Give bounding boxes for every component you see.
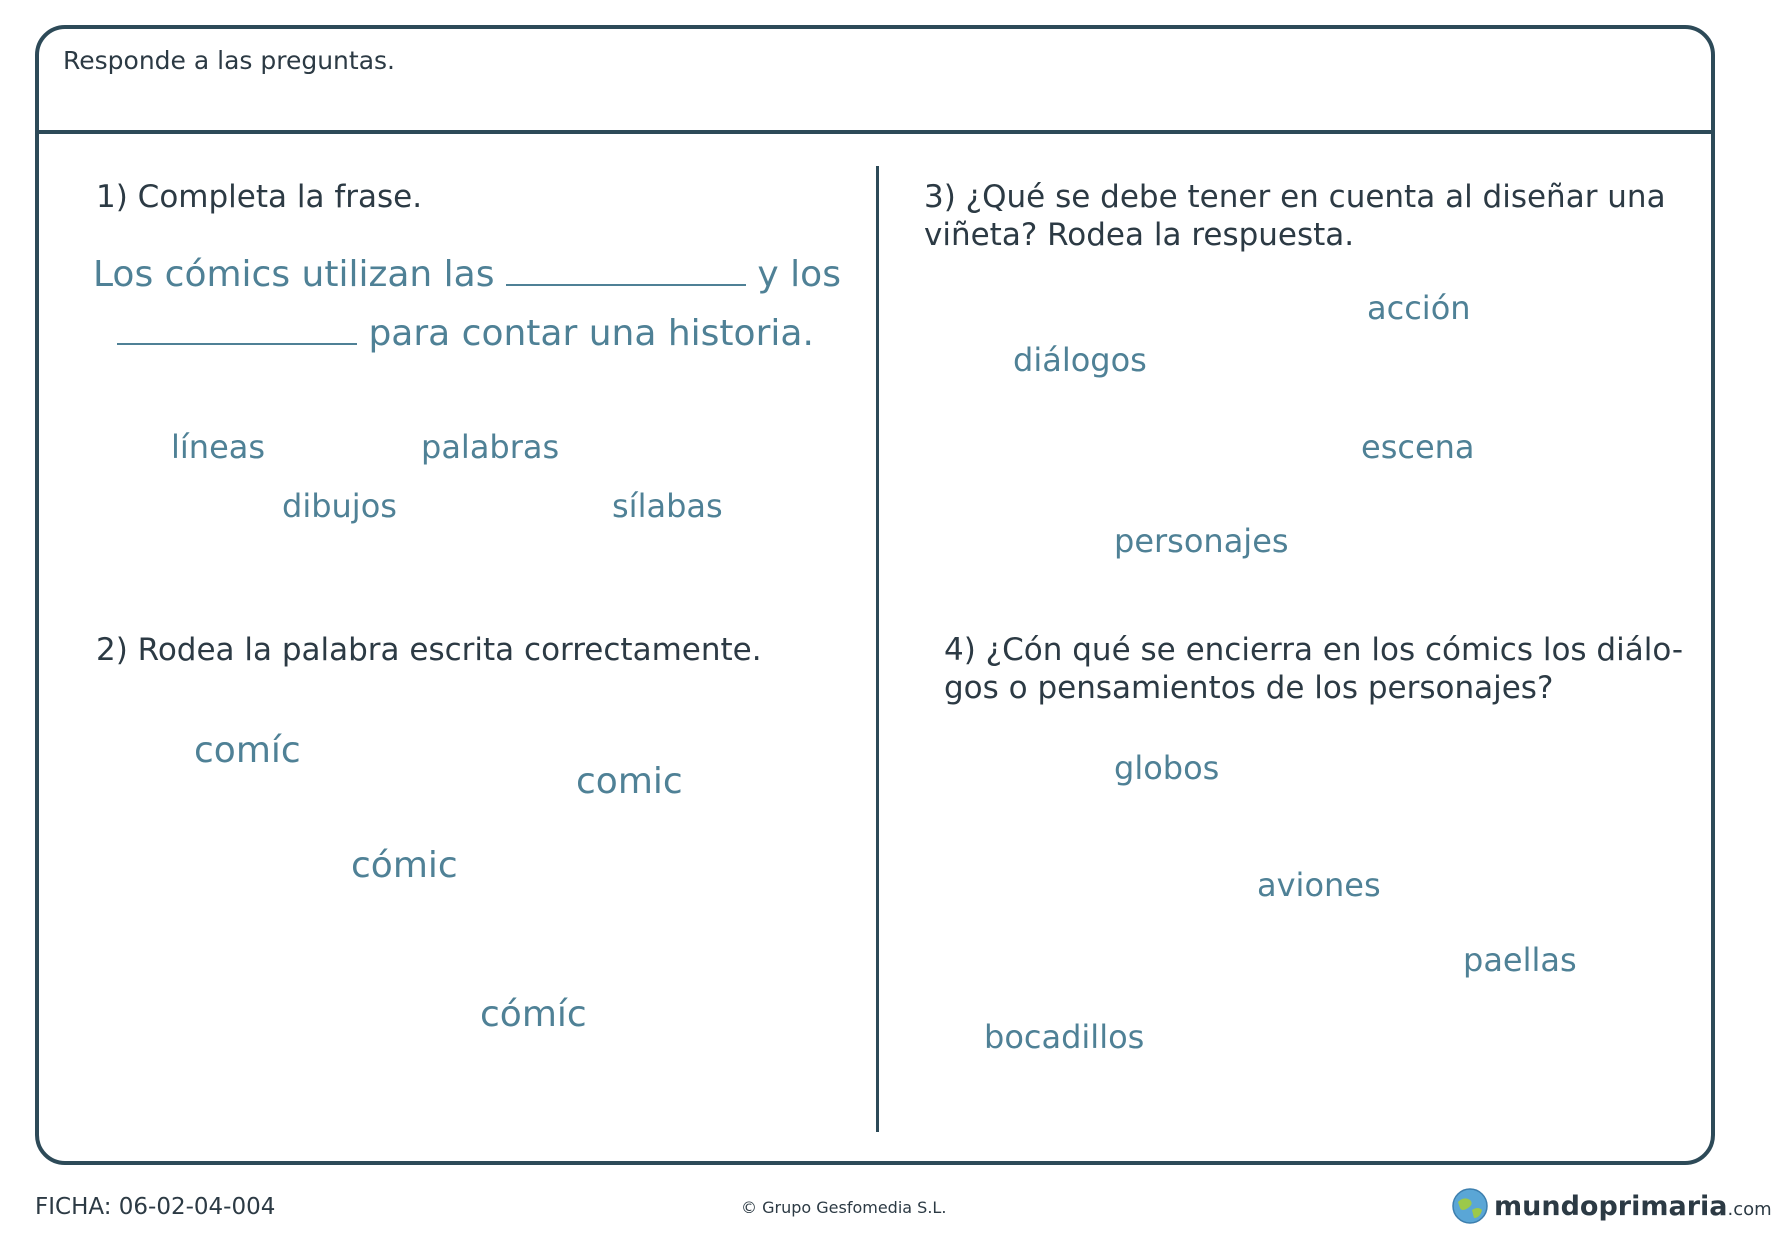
q4-option[interactable]: paellas	[1463, 941, 1577, 979]
instruction-text: Responde a las preguntas.	[63, 46, 395, 75]
header-divider	[35, 130, 1715, 134]
q1-sentence-part1: Los cómics utilizan las	[93, 254, 495, 295]
q2-option[interactable]: cómic	[351, 845, 458, 886]
q4-title-line2: gos o pensamientos de los personajes?	[944, 670, 1554, 706]
q1-option[interactable]: palabras	[421, 428, 560, 466]
q2-option[interactable]: cómíc	[480, 994, 587, 1035]
q2-title: 2) Rodea la palabra escrita correctamente.	[96, 632, 762, 668]
q4-option[interactable]: aviones	[1257, 866, 1381, 904]
q4-option[interactable]: bocadillos	[984, 1018, 1145, 1056]
q1-sentence-line2	[117, 313, 814, 354]
q1-sentence-part3: para contar una historia.	[368, 313, 814, 354]
q3-title-line1: 3) ¿Qué se debe tener en cuenta al diseñar una	[924, 179, 1666, 215]
q2-option[interactable]: comíc	[194, 730, 301, 771]
logo-wordmark: mundoprimaria.com	[1494, 1190, 1772, 1222]
q1-option[interactable]: dibujos	[282, 487, 397, 525]
q4-title-line1: 4) ¿Cón qué se encierra en los cómics los diálo-	[944, 632, 1684, 668]
globe-icon	[1452, 1188, 1488, 1224]
q4-option[interactable]: globos	[1114, 749, 1220, 787]
q1-option[interactable]: sílabas	[612, 487, 723, 525]
q1-sentence-part2: y los	[757, 254, 841, 295]
q1-blank-1[interactable]	[506, 254, 746, 286]
q1-option[interactable]: líneas	[171, 428, 266, 466]
ficha-code: FICHA: 06-02-04-004	[35, 1194, 276, 1220]
column-divider	[876, 166, 879, 1132]
q1-sentence-line1	[93, 254, 841, 295]
q3-option[interactable]: escena	[1361, 428, 1475, 466]
q1-blank-2[interactable]	[117, 313, 357, 345]
q3-option[interactable]: diálogos	[1013, 341, 1147, 379]
q3-option[interactable]: acción	[1367, 289, 1471, 327]
brand-logo[interactable]	[1452, 1188, 1772, 1224]
q3-option[interactable]: personajes	[1114, 522, 1289, 560]
copyright-text: © Grupo Gesfomedia S.L.	[741, 1198, 947, 1217]
q2-option[interactable]: comic	[576, 761, 683, 802]
q3-title-line2: viñeta? Rodea la respuesta.	[924, 217, 1355, 253]
q1-title: 1) Completa la frase.	[96, 179, 423, 215]
